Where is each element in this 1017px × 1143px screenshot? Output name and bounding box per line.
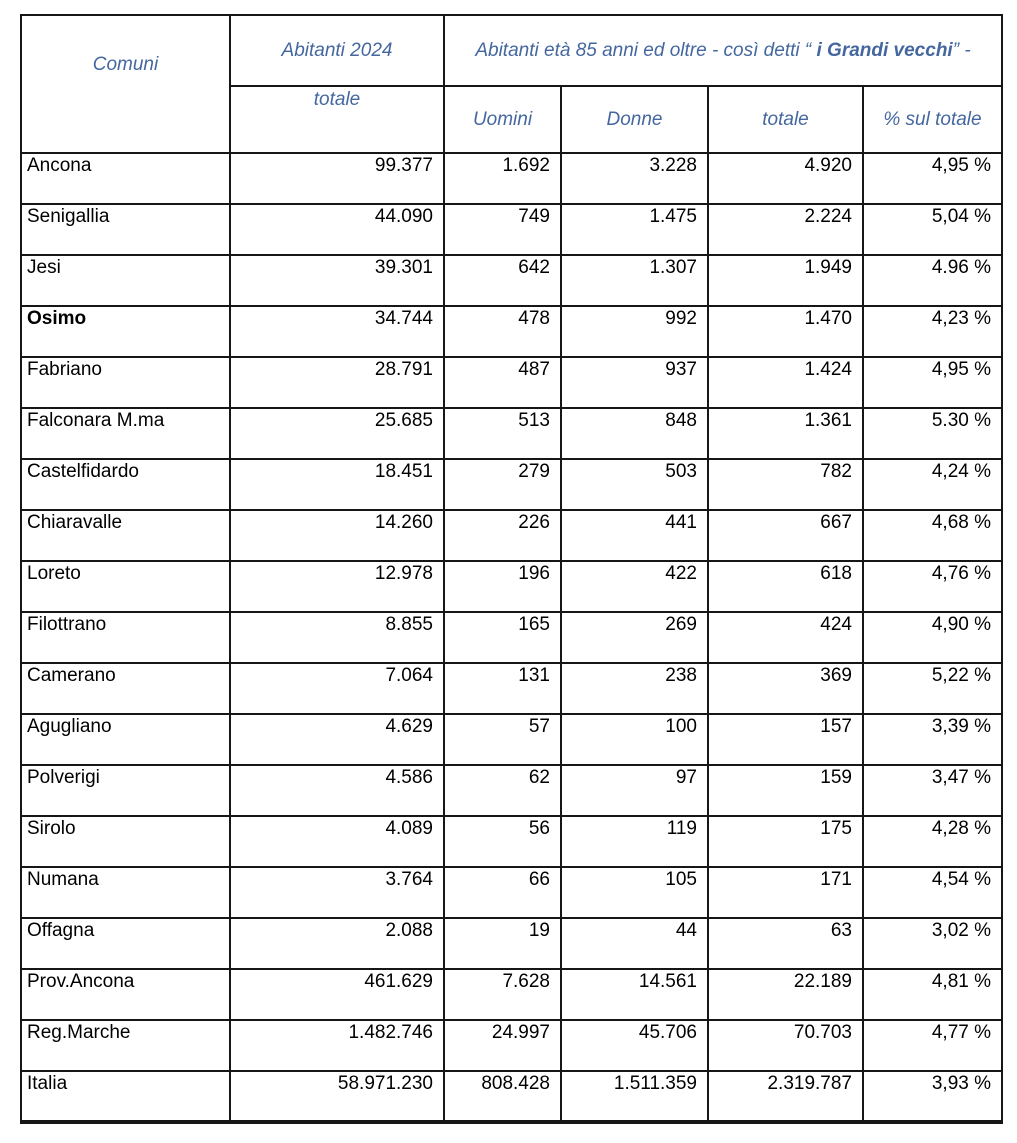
row-abitanti-cell: 14.260 xyxy=(230,510,444,561)
row-pct-cell: 4,90 % xyxy=(863,612,1002,663)
row-comune-cell: Numana xyxy=(21,867,230,918)
row-comune-cell: Senigallia xyxy=(21,204,230,255)
row-totale-cell: 157 xyxy=(708,714,863,765)
row-pct-cell: 4,95 % xyxy=(863,153,1002,204)
table-row xyxy=(21,306,1002,357)
row-comune-cell: Castelfidardo xyxy=(21,459,230,510)
row-abitanti-cell: 4.089 xyxy=(230,816,444,867)
row-totale-cell: 175 xyxy=(708,816,863,867)
row-comune-cell: Camerano xyxy=(21,663,230,714)
row-donne-cell: 100 xyxy=(561,714,708,765)
table-row xyxy=(21,765,1002,816)
row-abitanti-cell: 3.764 xyxy=(230,867,444,918)
table-row xyxy=(21,408,1002,459)
header-donne: Donne xyxy=(561,86,708,153)
row-uomini-cell: 487 xyxy=(444,357,561,408)
row-totale-cell: 1.949 xyxy=(708,255,863,306)
table-row xyxy=(21,255,1002,306)
row-donne-cell: 14.561 xyxy=(561,969,708,1020)
row-uomini-cell: 19 xyxy=(444,918,561,969)
row-pct-cell: 3,39 % xyxy=(863,714,1002,765)
row-donne-cell: 44 xyxy=(561,918,708,969)
row-abitanti-cell: 18.451 xyxy=(230,459,444,510)
table-row xyxy=(21,357,1002,408)
row-uomini-cell: 57 xyxy=(444,714,561,765)
row-pct-cell: 4,23 % xyxy=(863,306,1002,357)
row-abitanti-cell: 58.971.230 xyxy=(230,1071,444,1122)
row-pct-cell: 4.96 % xyxy=(863,255,1002,306)
table-body xyxy=(21,153,1002,1122)
row-pct-cell: 3,93 % xyxy=(863,1071,1002,1122)
header-grandi-vecchi-title xyxy=(444,15,1002,86)
table-row xyxy=(21,153,1002,204)
table-row xyxy=(21,204,1002,255)
table-row xyxy=(21,561,1002,612)
row-comune-cell: Polverigi xyxy=(21,765,230,816)
header-abitanti-2024: Abitanti 2024 xyxy=(230,15,444,86)
row-donne-cell: 1.307 xyxy=(561,255,708,306)
row-uomini-cell: 279 xyxy=(444,459,561,510)
row-pct-cell: 4,76 % xyxy=(863,561,1002,612)
table-row xyxy=(21,969,1002,1020)
row-totale-cell: 369 xyxy=(708,663,863,714)
row-abitanti-cell: 4.629 xyxy=(230,714,444,765)
header-uomini: Uomini xyxy=(444,86,561,153)
row-uomini-cell: 7.628 xyxy=(444,969,561,1020)
table-row xyxy=(21,1071,1002,1122)
header-row-1 xyxy=(21,15,1002,86)
row-pct-cell: 3,47 % xyxy=(863,765,1002,816)
row-donne-cell: 238 xyxy=(561,663,708,714)
row-totale-cell: 171 xyxy=(708,867,863,918)
row-uomini-cell: 24.997 xyxy=(444,1020,561,1071)
row-uomini-cell: 642 xyxy=(444,255,561,306)
grandi-vecchi-table xyxy=(20,14,1003,1124)
row-donne-cell: 848 xyxy=(561,408,708,459)
row-pct-cell: 5,04 % xyxy=(863,204,1002,255)
row-donne-cell: 441 xyxy=(561,510,708,561)
row-uomini-cell: 513 xyxy=(444,408,561,459)
row-donne-cell: 45.706 xyxy=(561,1020,708,1071)
row-comune-cell: Filottrano xyxy=(21,612,230,663)
row-uomini-cell: 196 xyxy=(444,561,561,612)
row-totale-cell: 1.470 xyxy=(708,306,863,357)
table-row xyxy=(21,918,1002,969)
row-abitanti-cell: 34.744 xyxy=(230,306,444,357)
table-row xyxy=(21,459,1002,510)
row-abitanti-cell: 99.377 xyxy=(230,153,444,204)
row-abitanti-cell: 8.855 xyxy=(230,612,444,663)
table-row xyxy=(21,663,1002,714)
row-totale-cell: 159 xyxy=(708,765,863,816)
row-uomini-cell: 478 xyxy=(444,306,561,357)
row-pct-cell: 3,02 % xyxy=(863,918,1002,969)
row-pct-cell: 4,68 % xyxy=(863,510,1002,561)
row-pct-cell: 5.30 % xyxy=(863,408,1002,459)
table-row xyxy=(21,612,1002,663)
row-totale-cell: 1.424 xyxy=(708,357,863,408)
row-abitanti-cell: 7.064 xyxy=(230,663,444,714)
row-donne-cell: 422 xyxy=(561,561,708,612)
row-pct-cell: 4,77 % xyxy=(863,1020,1002,1071)
row-pct-cell: 5,22 % xyxy=(863,663,1002,714)
row-totale-cell: 424 xyxy=(708,612,863,663)
row-uomini-cell: 56 xyxy=(444,816,561,867)
row-totale-cell: 618 xyxy=(708,561,863,612)
row-comune-cell: Prov.Ancona xyxy=(21,969,230,1020)
grandi-vecchi-title-bold: i Grandi vecchi xyxy=(816,39,953,61)
row-comune-cell: Sirolo xyxy=(21,816,230,867)
row-pct-cell: 4,24 % xyxy=(863,459,1002,510)
row-comune-cell: Agugliano xyxy=(21,714,230,765)
row-comune-cell: Chiaravalle xyxy=(21,510,230,561)
row-abitanti-cell: 44.090 xyxy=(230,204,444,255)
row-totale-cell: 22.189 xyxy=(708,969,863,1020)
row-donne-cell: 1.511.359 xyxy=(561,1071,708,1122)
row-comune-cell: Fabriano xyxy=(21,357,230,408)
row-totale-cell: 1.361 xyxy=(708,408,863,459)
row-comune-cell: Reg.Marche xyxy=(21,1020,230,1071)
row-abitanti-cell: 2.088 xyxy=(230,918,444,969)
row-totale-cell: 4.920 xyxy=(708,153,863,204)
row-abitanti-cell: 4.586 xyxy=(230,765,444,816)
row-comune-cell: Osimo xyxy=(21,306,230,357)
row-uomini-cell: 808.428 xyxy=(444,1071,561,1122)
row-donne-cell: 97 xyxy=(561,765,708,816)
row-comune-cell: Falconara M.ma xyxy=(21,408,230,459)
row-pct-cell: 4,95 % xyxy=(863,357,1002,408)
row-donne-cell: 1.475 xyxy=(561,204,708,255)
row-pct-cell: 4,54 % xyxy=(863,867,1002,918)
row-abitanti-cell: 39.301 xyxy=(230,255,444,306)
row-totale-cell: 667 xyxy=(708,510,863,561)
row-donne-cell: 119 xyxy=(561,816,708,867)
row-donne-cell: 937 xyxy=(561,357,708,408)
row-abitanti-cell: 28.791 xyxy=(230,357,444,408)
row-comune-cell: Ancona xyxy=(21,153,230,204)
row-donne-cell: 992 xyxy=(561,306,708,357)
row-abitanti-cell: 461.629 xyxy=(230,969,444,1020)
row-uomini-cell: 165 xyxy=(444,612,561,663)
grandi-vecchi-title-suffix: ” - xyxy=(952,39,971,61)
table-row xyxy=(21,816,1002,867)
row-donne-cell: 3.228 xyxy=(561,153,708,204)
row-pct-cell: 4,28 % xyxy=(863,816,1002,867)
row-comune-cell: Offagna xyxy=(21,918,230,969)
row-uomini-cell: 131 xyxy=(444,663,561,714)
header-pct-sul-totale: % sul totale xyxy=(863,86,1002,153)
grandi-vecchi-title-prefix: Abitanti età 85 anni ed oltre - così detti “ xyxy=(475,39,817,61)
header-abitanti-totale: totale xyxy=(230,86,444,153)
table-row xyxy=(21,510,1002,561)
row-totale-cell: 70.703 xyxy=(708,1020,863,1071)
row-uomini-cell: 62 xyxy=(444,765,561,816)
row-totale-cell: 63 xyxy=(708,918,863,969)
row-comune-cell: Loreto xyxy=(21,561,230,612)
table-row xyxy=(21,867,1002,918)
row-donne-cell: 503 xyxy=(561,459,708,510)
row-totale-cell: 782 xyxy=(708,459,863,510)
row-totale-cell: 2.319.787 xyxy=(708,1071,863,1122)
row-donne-cell: 105 xyxy=(561,867,708,918)
row-pct-cell: 4,81 % xyxy=(863,969,1002,1020)
table-header xyxy=(21,15,1002,153)
table-row xyxy=(21,714,1002,765)
row-abitanti-cell: 1.482.746 xyxy=(230,1020,444,1071)
row-uomini-cell: 66 xyxy=(444,867,561,918)
header-comuni: Comuni xyxy=(21,15,230,153)
row-donne-cell: 269 xyxy=(561,612,708,663)
row-abitanti-cell: 25.685 xyxy=(230,408,444,459)
row-totale-cell: 2.224 xyxy=(708,204,863,255)
row-comune-cell: Jesi xyxy=(21,255,230,306)
row-comune-cell: Italia xyxy=(21,1071,230,1122)
row-abitanti-cell: 12.978 xyxy=(230,561,444,612)
row-uomini-cell: 1.692 xyxy=(444,153,561,204)
header-totale: totale xyxy=(708,86,863,153)
row-uomini-cell: 226 xyxy=(444,510,561,561)
table-row xyxy=(21,1020,1002,1071)
row-uomini-cell: 749 xyxy=(444,204,561,255)
